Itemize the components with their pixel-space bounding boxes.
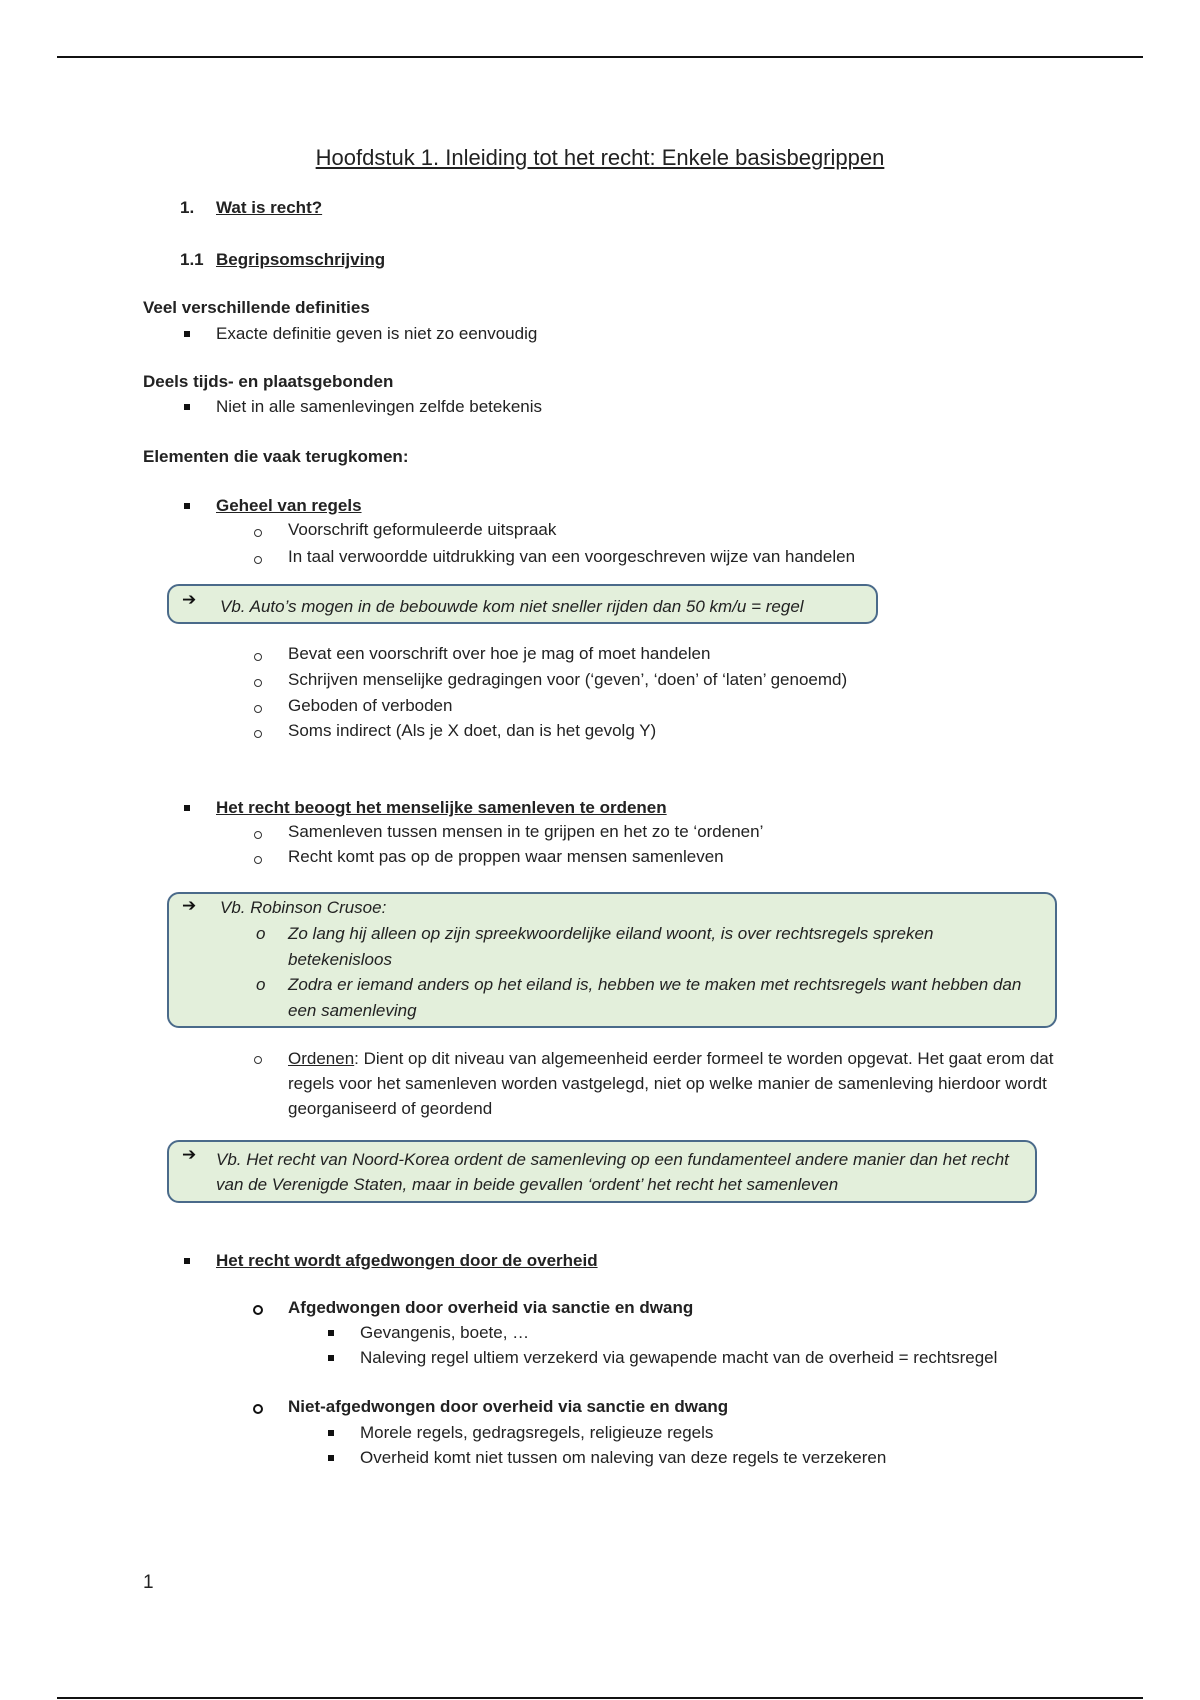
afgedwongen-item-1: Gevangenis, boete, … [360,1323,530,1342]
circle-bullet-icon: o [256,975,266,994]
regels-sub2-1: Bevat een voorschrift over hoe je mag of moet handelen [288,644,711,663]
regels-heading: Geheel van regels [216,496,362,515]
regels-sub-2: In taal verwoordde uitdrukking van een voorgeschreven wijze van handelen [288,547,856,566]
example-robinson-title: Vb. Robinson Crusoe: [220,898,387,917]
ordenen-sub-1: Samenleven tussen mensen in te grijpen en het zo te ‘ordenen’ [288,822,764,841]
ordenen-definition [288,1046,1058,1121]
arrow-icon: ➔ [182,590,197,609]
circle-bullet [254,1056,262,1064]
square-bullet [328,1355,334,1361]
arrow-icon: ➔ [182,1145,197,1164]
circle-bullet [254,529,262,537]
circle-bullet [254,831,262,839]
example-robinson-item-2: Zodra er iemand anders op het eiland is, hebben we te maken met rechtsregels want hebben dan een samenleving [288,975,1022,1020]
elementen-heading: Elementen die vaak terugkomen: [143,447,409,466]
circle-bullet [254,856,262,864]
circle-bullet [254,679,262,687]
ordenen-sub-2: Recht komt pas op de proppen waar mensen samenleven [288,847,724,866]
arrow-icon: ➔ [182,896,197,915]
square-bullet [184,404,190,410]
circle-bullet [253,1305,263,1315]
niet-afgedwongen-item-2: Overheid komt niet tussen om naleving van deze regels te verzekeren [360,1448,887,1467]
regels-sub-1: Voorschrift geformuleerde uitspraak [288,520,557,539]
section-1-1-heading: Begripsomschrijving [216,250,386,269]
circle-bullet [254,653,262,661]
niet-afgedwongen-heading: Niet-afgedwongen door overheid via sanctie en dwang [288,1397,729,1416]
section-1-heading: Wat is recht? [216,198,323,217]
ordenen-term: Ordenen [288,1049,355,1068]
bottom-rule [57,1697,1143,1699]
example-auto-text: Vb. Auto’s mogen in de bebouwde kom niet sneller rijden dan 50 km/u = regel [220,597,804,616]
page-title: Hoofdstuk 1. Inleiding tot het recht: Enkele basisbegrippen [315,145,885,170]
circle-bullet [253,1404,263,1414]
ordenen-heading: Het recht beoogt het menselijke samenleven te ordenen [216,798,667,817]
overheid-heading: Het recht wordt afgedwongen door de overheid [216,1251,598,1270]
regels-sub2-2: Schrijven menselijke gedragingen voor (‘geven’, ‘doen’ of ‘laten’ genoemd) [288,670,848,689]
definities-bullet: Exacte definitie geven is niet zo eenvoudig [216,324,538,343]
example-robinson-item-1: Zo lang hij alleen op zijn spreekwoordelijke eiland woont, is over rechtsregels spreken betekenisloos [288,924,934,969]
circle-bullet [254,730,262,738]
square-bullet [328,1430,334,1436]
afgedwongen-item-2: Naleving regel ultiem verzekerd via gewapende macht van de overheid = rechtsregel [360,1348,998,1367]
circle-bullet [254,705,262,713]
square-bullet [328,1330,334,1336]
example-noord-korea-text: Vb. Het recht van Noord-Korea ordent de samenleving op een fundamenteel andere manier dan het recht van de Verenigde Staten, maar in beide gevallen ‘ordent’ het recht het samenleven [216,1150,1009,1194]
circle-bullet [254,556,262,564]
definities-heading: Veel verschillende definities [143,298,370,317]
niet-afgedwongen-item-1: Morele regels, gedragsregels, religieuze regels [360,1423,714,1442]
square-bullet [184,503,190,509]
square-bullet [184,1258,190,1264]
section-1-1-number: 1.1 [180,250,204,269]
afgedwongen-heading: Afgedwongen door overheid via sanctie en dwang [288,1298,694,1317]
section-1-number: 1. [180,198,195,217]
tijds-heading: Deels tijds- en plaatsgebonden [143,372,394,391]
page-number: 1 [143,1572,154,1593]
top-rule [57,56,1143,58]
square-bullet [184,805,190,811]
regels-sub2-4: Soms indirect (Als je X doet, dan is het gevolg Y) [288,721,657,740]
ordenen-def-text: : Dient op dit niveau van algemeenheid eerder formeel te worden opgevat. Het gaat erom dat regels voor het samenleven worden vastgelegd, niet op welke manier de samenleving hierdoor wordt georganiseerd of geordend [288,1049,1054,1118]
tijds-bullet: Niet in alle samenlevingen zelfde betekenis [216,397,543,416]
square-bullet [328,1455,334,1461]
square-bullet [184,331,190,337]
regels-sub2-3: Geboden of verboden [288,696,453,715]
circle-bullet-icon: o [256,924,266,943]
